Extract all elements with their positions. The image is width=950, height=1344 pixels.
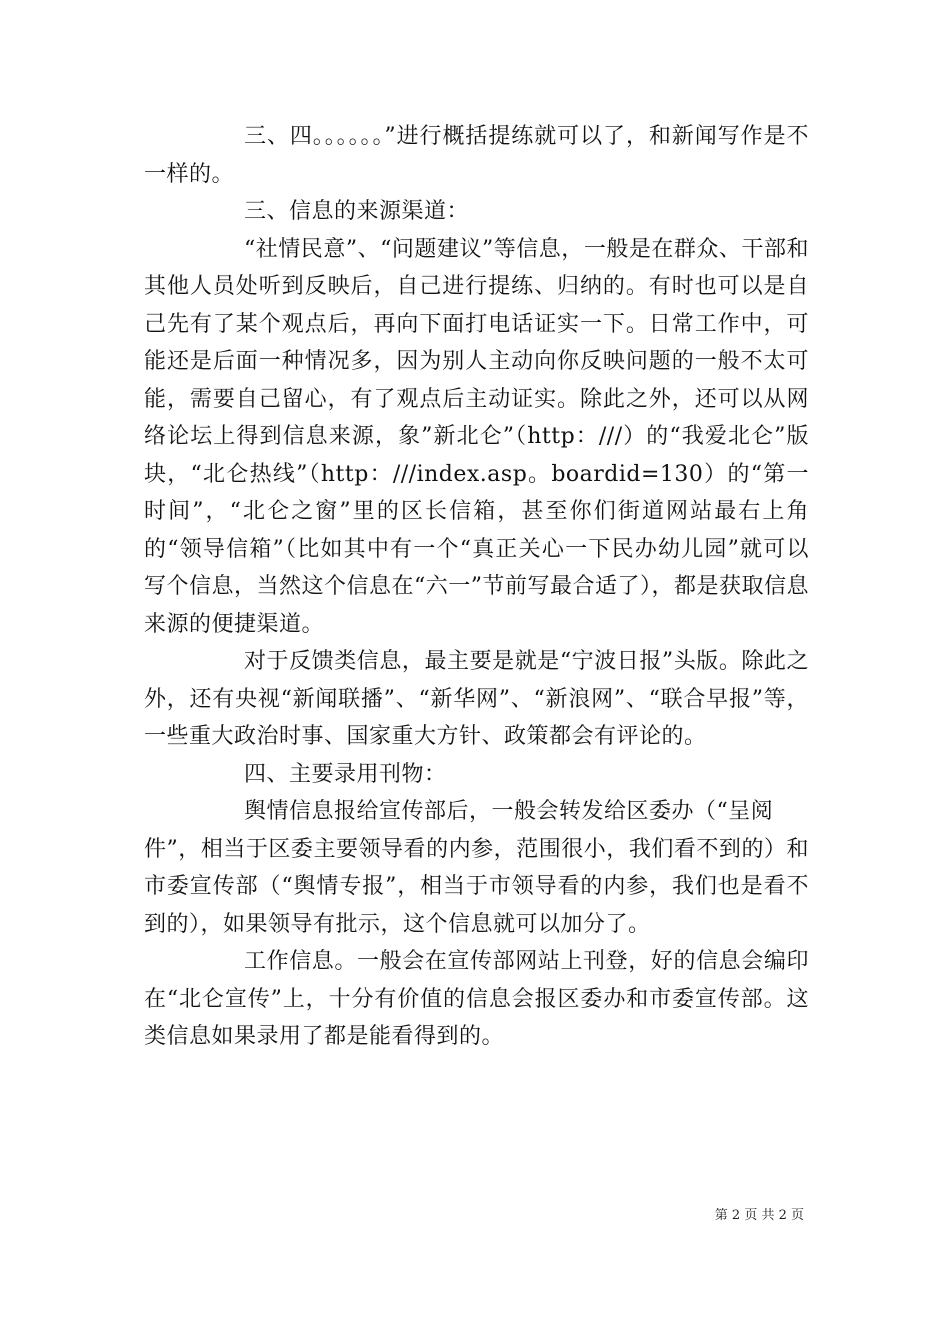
paragraph-6: 舆情信息报给宣传部后，一般会转发给区委办（“呈阅 <box>244 799 774 824</box>
paragraph-5-heading: 四、主要录用刊物： <box>244 761 447 787</box>
paragraph-4: 对于反馈类信息，最主要是就是“宁波日报”头版。除此之外，还有央视“新闻联播”、“新华网”、“新浪网”、“联合早报”等，一些重大政治时事、国家重大方针、政策都会有评论的。 <box>144 649 809 749</box>
paragraph-2-heading: 三、信息的来源渠道： <box>244 199 470 224</box>
paragraph-8: 工作信息。一般会在宣传部网站上刊登，好的信息会编印在“北仑宣传”上，十分有价值的信息会报区委办和市委宣传部。这类信息如果录用了都是能看得到的。 <box>144 949 809 1049</box>
paragraph-7: 件”，相当于区委主要领导看的内参，范围很小，我们看不到的）和市委宣传部（“舆情专报”，相当于市领导看的内参，我们也是看不到的），如果领导有批示，这个信息就可以加分了。 <box>144 836 809 937</box>
paragraph-1: 三、四。。。。。。”进行概括提练就可以了，和新闻写作是不一样的。 <box>144 124 809 187</box>
page-number: 第 2 页 共 2 页 <box>714 1208 804 1223</box>
paragraph-3: “社情民意”、“问题建议”等信息，一般是在群众、干部和其他人员处听到反映后，自己进行提练、归纳的。有时也可以是自己先有了某个观点后，再向下面打电话证实一下。日常工作中，可能还是后面一种情况多，因为别人主动向你反映问题的一般不太可能，需要自己留心，有了观点后主动证实。除此之外，还可以从网络论坛上得到信息来源，象”新北仑”（http：///）的“我爱北仑”版块，“北仑热线”（http：///index.asp。boardid=130）的“第一时间”，“北仑之窗”里的区长信箱，甚至你们街道网站最右上角的“领导信箱”（比如其中有一个“真正关心一下民办幼儿园”就可以写个信息，当然这个信息在“六一”节前写最合适了），都是获取信息来源的便捷渠道。 <box>144 236 809 637</box>
document-body <box>144 118 809 1056</box>
